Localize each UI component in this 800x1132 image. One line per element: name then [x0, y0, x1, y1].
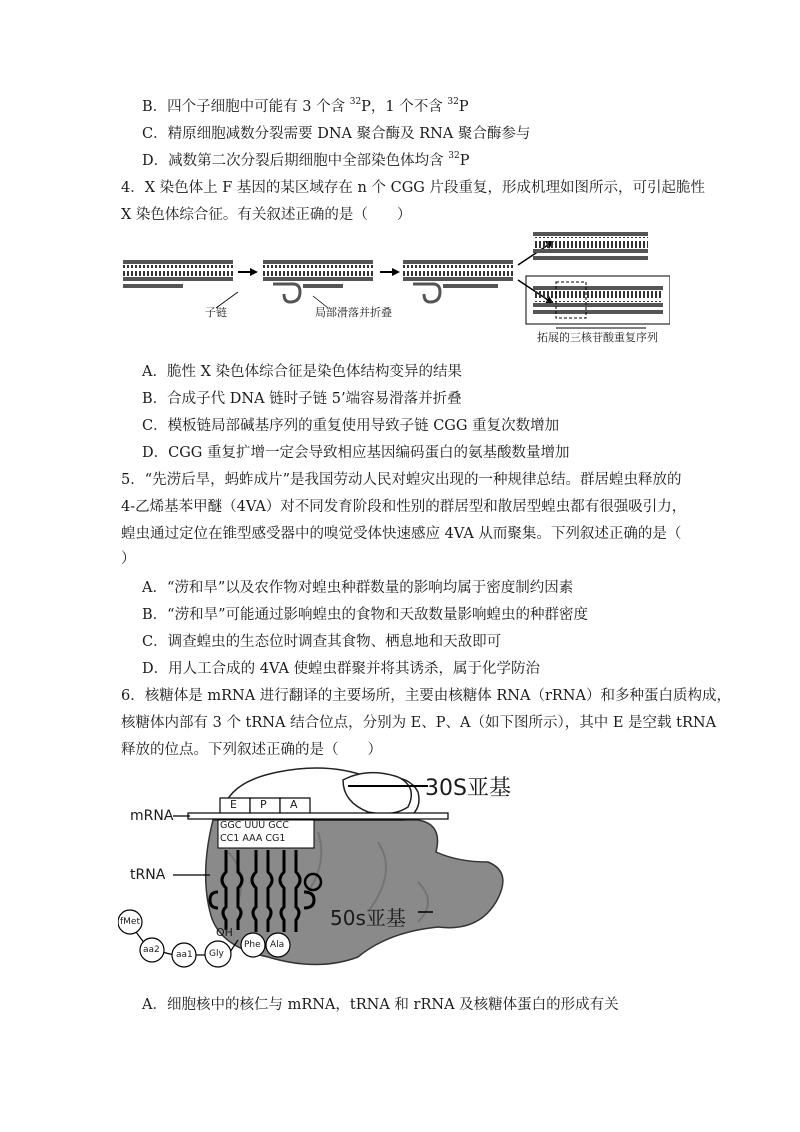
label-oh: OH — [216, 926, 233, 939]
q4-option-c: C．模板链局部碱基序列的重复使用导致子链 CGG 重复次数增加 — [142, 418, 560, 434]
q5-option-c: C．调查蝗虫的生态位时调查其食物、栖息地和天敌即可 — [142, 634, 502, 650]
q6-option-a: A．细胞核中的核仁与 mRNA，tRNA 和 rRNA 及核糖体蛋白的形成有关 — [142, 997, 619, 1013]
label-slip-fold: 局部滑落并折叠 — [315, 306, 392, 319]
label-daughter-chain: 子链 — [205, 306, 227, 319]
label-50s-subunit: 50s亚基 — [330, 906, 406, 930]
bead-aa1: aa1 — [176, 950, 193, 960]
q4-stem-line-1: 4．X 染色体上 F 基因的某区域存在 n 个 CGG 片段重复，形成机理如图所示，可引起脆性 — [121, 180, 705, 196]
q4-stem-line-2: X 染色体综合征。有关叙述正确的是（ ） — [121, 207, 412, 223]
panel-2 — [263, 260, 373, 302]
q4-option-b: B．合成子代 DNA 链时子链 5’端容易滑落并折叠 — [142, 391, 462, 407]
q6-stem-line-1: 6．核糖体是 mRNA 进行翻译的主要场所，主要由核糖体 RNA（rRNA）和多种蛋白质构成， — [121, 688, 731, 704]
q6-stem-line-2: 核糖体内部有 3 个 tRNA 结合位点，分别为 E、P、A（如下图所示），其中 E 是空载 tRNA — [121, 715, 717, 731]
q4-option-d: D．CGG 重复扩增一定会导致相应基因编码蛋白的氨基酸数量增加 — [142, 445, 570, 461]
panel-3 — [403, 260, 513, 302]
bead-phe: Phe — [244, 940, 261, 950]
bead-gly: Gly — [209, 949, 224, 959]
q5-option-d: D．用人工合成的 4VA 使蝗虫群聚并将其诱杀，属于化学防治 — [142, 661, 541, 677]
q3-option-d: D．减数第二次分裂后期细胞中全部染色体均含 $^{32}$P — [142, 151, 470, 169]
label-mrna: mRNA — [130, 808, 174, 824]
q5-stem-line-3: 蝗虫通过定位在锥型感受器中的嗅觉受体快速感应 4VA 从而聚集。下列叙述正确的是（ — [121, 526, 682, 542]
codons-bottom: CC1 AAA CG1 — [220, 833, 286, 844]
label-expanded-repeat: 拓展的三核苷酸重复序列 — [537, 331, 658, 344]
label-trna: tRNA — [130, 867, 166, 883]
site-p: P — [260, 798, 267, 811]
panel-1 — [123, 260, 233, 288]
q3-option-b: B．四个子细胞中可能有 3 个含 $^{32}$P，1 个不含 $^{32}$P — [142, 97, 469, 115]
bead-aa2: aa2 — [143, 945, 160, 955]
panel-4-bottom — [526, 276, 670, 324]
q5-stem-line-4: ） — [121, 551, 136, 567]
site-e: E — [230, 798, 237, 811]
q5-stem-line-2: 4-乙烯基苯甲醚（4VA）对不同发育阶段和性别的群居型和散居型蝗虫都有很强吸引力， — [121, 499, 687, 515]
bead-ala: Ala — [270, 940, 285, 950]
panel-4-top — [533, 232, 648, 260]
q5-stem-line-1: 5．“先涝后旱，蚂蚱成片”是我国劳动人民对蝗灾出现的一种规律总结。群居蝗虫释放的 — [121, 472, 682, 488]
q5-option-b: B．“涝和旱”可能通过影响蝗虫的食物和天敌数量影响蝗虫的种群密度 — [142, 607, 588, 623]
q5-option-a: A．“涝和旱”以及农作物对蝗虫种群数量的影响均属于密度制约因素 — [142, 580, 574, 596]
label-30s-subunit: 30S亚基 — [425, 776, 511, 801]
codons-top: GGC UUU GCC — [220, 820, 289, 831]
q4-option-a: A．脆性 X 染色体综合征是染色体结构变异的结果 — [142, 364, 463, 380]
q6-stem-line-3: 释放的位点。下列叙述正确的是（ ） — [121, 742, 382, 758]
q3-option-c: C．精原细胞减数分裂需要 DNA 聚合酶及 RNA 聚合酶参与 — [142, 126, 531, 142]
site-a: A — [290, 798, 298, 811]
bead-fmet: fMet — [120, 917, 140, 927]
